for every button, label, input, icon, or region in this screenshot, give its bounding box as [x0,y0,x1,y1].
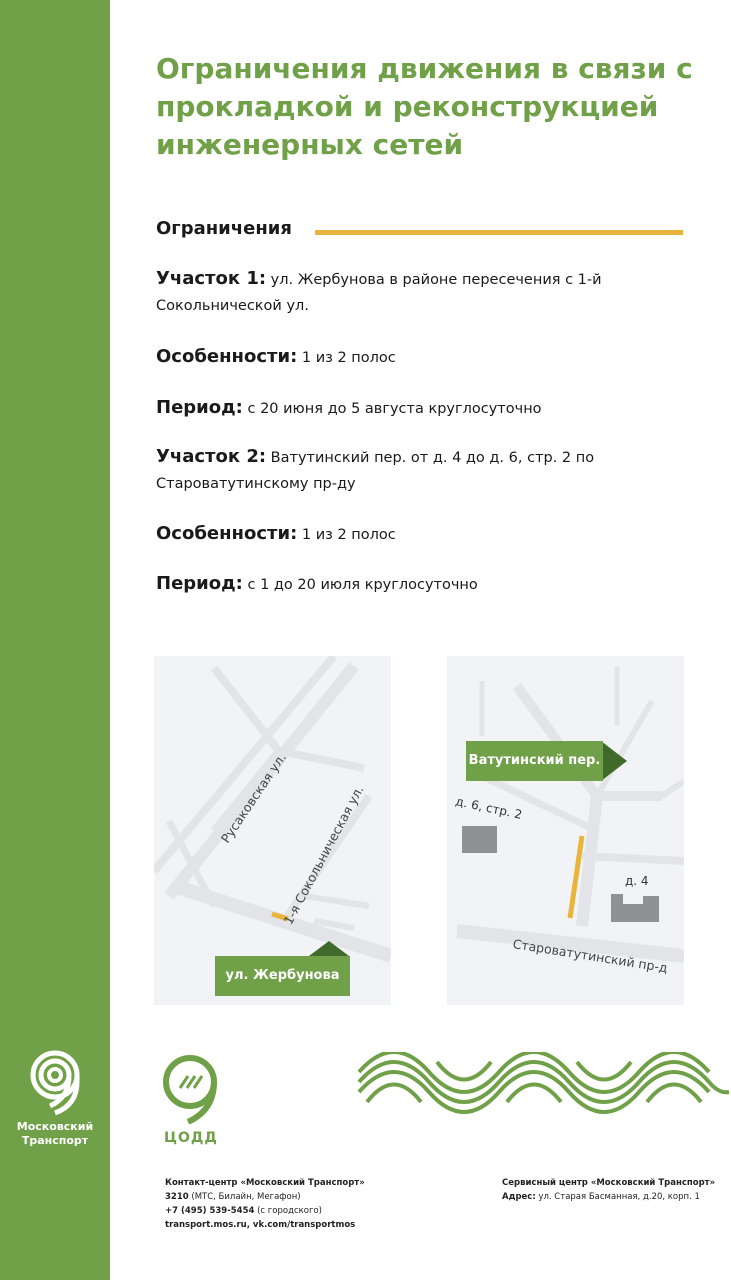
item-label: Особенности: [156,346,298,367]
contact-phone-city: +7 (495) 539-5454 [165,1206,255,1216]
item-label: Участок 1: [156,268,267,289]
item-text: с 1 до 20 июля круглосуточно [247,577,478,593]
road-label-rusakovskaya: Русаковская ул. [217,750,289,846]
item-label: Период: [156,397,243,418]
service-address: ул. Старая Басманная, д.20, корп. 1 [538,1192,700,1202]
item-label: Особенности: [156,523,298,544]
house-4-label: д. 4 [625,874,649,888]
item-period-2 [156,571,701,598]
logo-text-line1: Московский [16,1120,94,1133]
nine-logo-icon [26,1050,84,1116]
item-section-1 [156,266,701,319]
item-label: Период: [156,573,243,594]
codd-logo [158,1052,228,1146]
codd-nine-icon [158,1052,222,1124]
item-text: с 20 июня до 5 августа круглосуточно [247,401,542,417]
contact-center-title: Контакт-центр «Московский Транспорт» [165,1178,365,1188]
house-6-label: д. 6, стр. 2 [454,794,524,822]
map2-street-label: Ватутинский пер. [466,741,603,781]
building-4 [611,894,659,922]
item-text: Ватутинский пер. от д. 4 до д. 6, стр. 2 по Староватутинскому пр-ду [156,450,595,492]
item-text: 1 из 2 полос [301,527,396,543]
contact-phone-short: 3210 [165,1192,189,1202]
road-label-sokolnicheskaya: 1-я Сокольническая ул. [280,782,367,928]
page-title: Ограничения движения в связи с прокладкой и реконструкцией инженерных сетей [156,52,693,161]
section-divider [315,230,683,235]
moscow-transport-logo [10,1050,100,1148]
decorative-waves [357,1052,731,1122]
item-text: ул. Жербунова в районе пересечения с 1-й Сокольнической ул. [156,272,602,314]
item-section-2 [156,444,701,497]
item-features-2 [156,521,701,548]
item-label: Участок 2: [156,446,267,467]
map-zherbunova [154,656,391,1005]
contact-phone-city-note: (с городского) [257,1206,322,1216]
logo-text-line2: Транспорт [21,1134,89,1147]
contacts-right [502,1176,715,1204]
map-vatutinsky [447,656,684,1005]
road-label-starovatutinsky: Староватутинский пр-д [511,936,669,976]
item-features-1 [156,344,701,371]
codd-logo-text: ЦОДД [164,1130,218,1146]
sidebar [0,0,110,1280]
map1-roads [154,656,391,1005]
contact-links[interactable]: transport.mos.ru, vk.com/transportmos [165,1220,356,1230]
section-heading: Ограничения [156,218,292,239]
building-6 [462,826,497,853]
service-address-label: Адрес: [502,1192,536,1202]
service-center-title: Сервисный центр «Московский Транспорт» [502,1178,716,1188]
contacts-left [165,1176,365,1232]
item-period-1 [156,395,701,422]
map1-street-label: ул. Жербунова [215,956,350,996]
contact-phone-short-note: (МТС, Билайн, Мегафон) [191,1192,301,1202]
item-text: 1 из 2 полос [301,350,396,366]
